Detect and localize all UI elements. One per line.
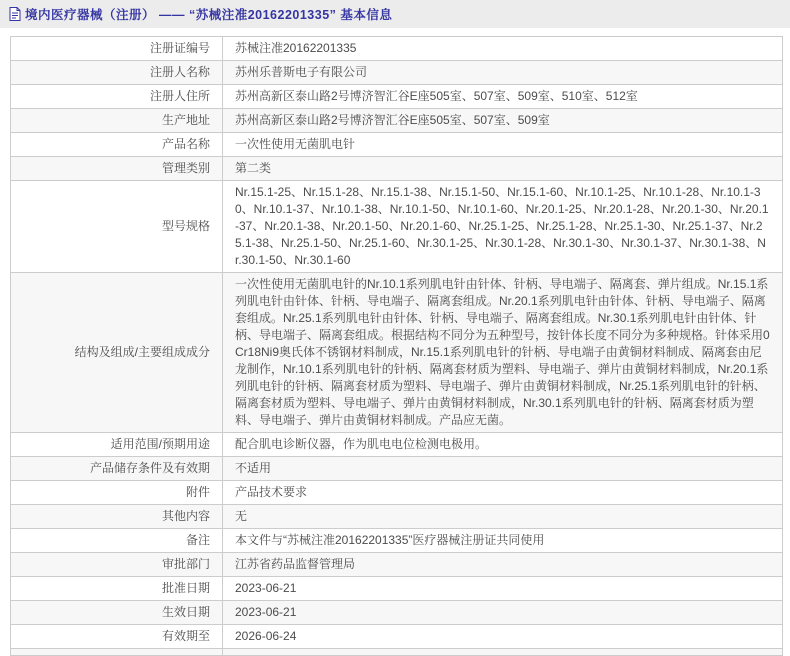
field-value: 2026-06-24 [223,625,783,649]
table-row [11,109,783,133]
table-row [11,601,783,625]
field-value: 不适用 [223,457,783,481]
field-label: 生产地址 [11,109,223,133]
document-icon [9,7,21,21]
field-value: 江苏省药品监督管理局 [223,553,783,577]
field-label: 备注 [11,529,223,553]
table-row [11,577,783,601]
field-label: 附件 [11,481,223,505]
field-label: 审批部门 [11,553,223,577]
page-title: 境内医疗器械（注册） —— “苏械注准20162201335” 基本信息 [25,8,393,22]
table-row [11,505,783,529]
field-label: 批准日期 [11,577,223,601]
field-value: 苏州高新区泰山路2号博济智汇谷E座505室、507室、509室、510室、512室 [223,85,783,109]
field-label: 生效日期 [11,601,223,625]
field-value: 2023-06-21 [223,577,783,601]
field-value: 2023-06-21 [223,601,783,625]
field-label: 注册人名称 [11,61,223,85]
table-row [11,37,783,61]
field-value [223,649,783,656]
table-row [11,157,783,181]
field-label: 型号规格 [11,181,223,273]
field-label: 适用范围/预期用途 [11,433,223,457]
table-row [11,273,783,433]
info-table-body [11,37,783,656]
field-value: 无 [223,505,783,529]
field-value: 苏州乐普斯电子有限公司 [223,61,783,85]
field-value: 苏州高新区泰山路2号博济智汇谷E座505室、507室、509室 [223,109,783,133]
field-label: 产品储存条件及有效期 [11,457,223,481]
field-value: 一次性使用无菌肌电针 [223,133,783,157]
registration-info-section [10,36,790,656]
field-label: 其他内容 [11,505,223,529]
table-row [11,61,783,85]
field-value: Nr.15.1-25、Nr.15.1-28、Nr.15.1-38、Nr.15.1-50、Nr.15.1-60、Nr.10.1-25、Nr.10.1-28、Nr.10.1-30、Nr.10.1-37、Nr.10.1-38、Nr.10.1-50、Nr.10.1-60、Nr.20.1-25、Nr.20.1-28、Nr.20.1-30、Nr.20.1-37、Nr.20.1-38、Nr.20.1-50、Nr.20.1-60、Nr.25.1-25、Nr.25.1-28、Nr.25.1-30、Nr.25.1-37、Nr.25.1-38、Nr.25.1-50、Nr.25.1-60、Nr.30.1-25、Nr.30.1-28、Nr.30.1-30、Nr.30.1-37、Nr.30.1-38、Nr.30.1-50、Nr.30.1-60 [223,181,783,273]
table-row [11,481,783,505]
field-value: 产品技术要求 [223,481,783,505]
table-row [11,649,783,656]
field-value: 苏械注准20162201335 [223,37,783,61]
field-value: 一次性使用无菌肌电针的Nr.10.1系列肌电针由针体、针柄、导电端子、隔离套、弹片组成。Nr.15.1系列肌电针由针体、针柄、导电端子、隔离套组成。Nr.20.1系列肌电针由针体、针柄、导电端子、隔离套组成。Nr.25.1系列肌电针由针体、针柄、导电端子、隔离套组成。Nr.30.1系列肌电针由针体、针柄、导电端子、隔离套组成。根据结构不同分为五种型号，按针体长度不同分为多种规格。针体采用0Cr18Ni9奥氏体不锈钢材料制成，Nr.15.1系列肌电针的针柄、导电端子由黄铜材料制成、隔离套由尼龙制作，Nr.10.1系列肌电针的针柄、隔离套材质为塑料、导电端子、弹片由黄铜材料制成，Nr.20.1系列肌电针的针柄、隔离套材质为塑料、导电端子、弹片由黄铜材料制成，Nr.25.1系列肌电针的针柄、隔离套材质为塑料、导电端子、弹片由黄铜材料制成，Nr.30.1系列肌电针的针柄、隔离套材质为塑料、导电端子、弹片由黄铜材料制成。产品应无菌。 [223,273,783,433]
field-label: 结构及组成/主要组成成分 [11,273,223,433]
field-value: 第二类 [223,157,783,181]
field-label: 管理类别 [11,157,223,181]
table-row [11,433,783,457]
field-value: 配合肌电诊断仪器，作为肌电电位检测电极用。 [223,433,783,457]
registration-info-table [10,36,783,656]
table-row [11,553,783,577]
table-row [11,625,783,649]
field-label: 产品名称 [11,133,223,157]
table-row [11,181,783,273]
table-row [11,529,783,553]
field-label: 注册证编号 [11,37,223,61]
table-row [11,457,783,481]
field-label: 有效期至 [11,625,223,649]
table-row [11,133,783,157]
field-value: 本文件与“苏械注准20162201335”医疗器械注册证共同使用 [223,529,783,553]
field-label: 注册人住所 [11,85,223,109]
page-header [0,0,790,28]
field-label [11,649,223,656]
table-row [11,85,783,109]
